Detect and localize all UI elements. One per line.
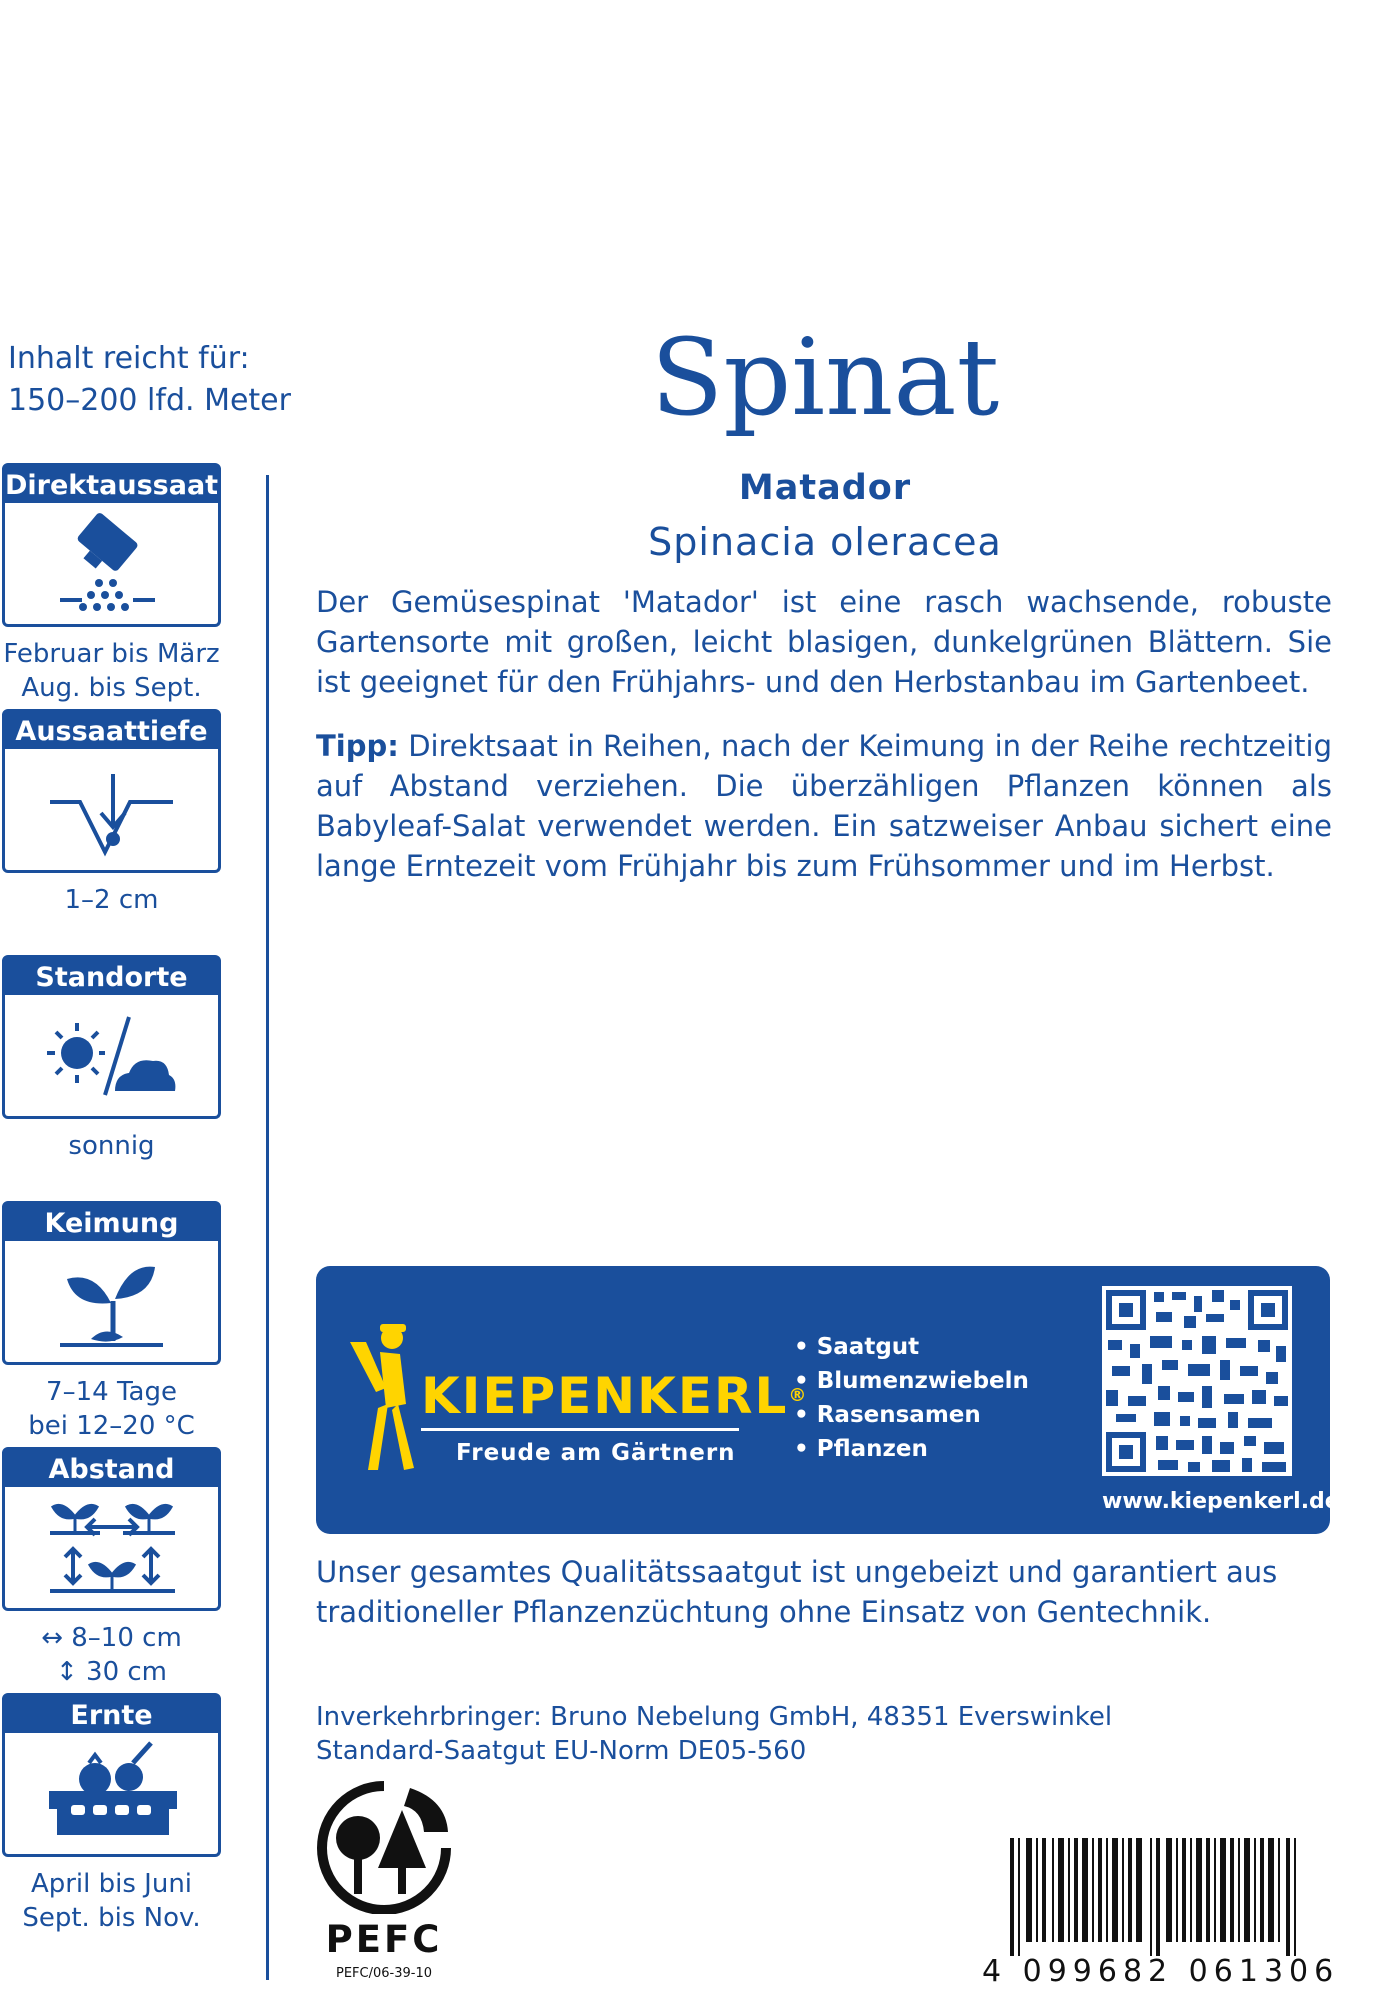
card-title: Direktaussaat <box>2 463 221 503</box>
list-item: • Blumenzwiebeln <box>794 1364 1029 1398</box>
column-divider <box>266 475 269 1980</box>
card-title: Standorte <box>2 955 221 995</box>
brand-banner <box>316 1266 1340 1534</box>
pefc-word: PEFC <box>325 1918 443 1961</box>
barcode-number: 4 099682 061306 <box>982 1954 1340 1989</box>
card-caption: April bis Juni Sept. bis Nov. <box>22 1869 201 1933</box>
pefc-tree-icon <box>314 1780 454 1914</box>
tip-paragraph <box>316 726 1332 886</box>
barcode <box>982 1838 1340 1989</box>
card-abstand <box>2 1447 221 1689</box>
product-description: Der Gemüsespinat 'Matador' ist eine rasch wachsende, robuste Gartensorte mit großen, leicht blasigen, dunkelgrünen Blättern. Sie ist geeignet für den Frühjahrs- und den Herbstanbau im Gartenbeet. <box>316 585 1332 699</box>
card-caption: 1–2 cm <box>64 885 159 915</box>
card-caption: Februar bis März Aug. bis Sept. <box>3 639 220 703</box>
card-direktaussaat <box>2 463 221 705</box>
content-amount-line2: 150–200 lfd. Meter <box>8 383 291 418</box>
card-title: Keimung <box>2 1201 221 1241</box>
sun-cloud-icon <box>2 995 221 1119</box>
card-standorte <box>2 955 221 1163</box>
card-title: Abstand <box>2 1447 221 1487</box>
hiker-logo-icon <box>346 1324 426 1474</box>
qr-code-icon[interactable] <box>1102 1286 1292 1476</box>
seed-sowing-icon <box>2 503 221 627</box>
distributor-line: Inverkehrbringer: Bruno Nebelung GmbH, 48351 Everswinkel <box>316 1702 1113 1732</box>
card-aussaattiefe <box>2 709 221 917</box>
product-title: Spinat <box>650 316 1000 439</box>
sowing-depth-icon <box>2 749 221 873</box>
card-caption: 7–14 Tage bei 12–20 °C <box>28 1377 195 1441</box>
brand-slogan: Freude am Gärtnern <box>456 1440 736 1466</box>
legal-info <box>316 1700 1112 1768</box>
seedling-icon <box>2 1241 221 1365</box>
tip-label: Tipp: <box>316 729 399 763</box>
brand-underline <box>421 1428 739 1431</box>
card-caption: ↔ 8–10 cm ↕ 30 cm <box>41 1623 182 1687</box>
content-amount <box>8 338 291 422</box>
list-item: • Pflanzen <box>794 1432 1029 1466</box>
website-link[interactable]: www.kiepenkerl.de <box>1102 1489 1340 1514</box>
card-title: Ernte <box>2 1693 221 1733</box>
product-categories <box>794 1330 1029 1466</box>
spacing-icon <box>2 1487 221 1611</box>
list-item: • Saatgut <box>794 1330 1029 1364</box>
latin-name: Spinacia oleracea <box>648 520 1002 564</box>
quality-statement: Unser gesamtes Qualitätssaatgut ist ungebeizt und garantiert aus traditioneller Pflanzenzüchtung ohne Einsatz von Gentechnik. <box>316 1555 1278 1629</box>
harvest-crate-icon <box>2 1733 221 1857</box>
barcode-icon <box>990 1838 1330 1956</box>
variety-name: Matador <box>738 468 912 508</box>
brand-name: KIEPENKERL® <box>421 1367 809 1425</box>
seed-standard-line: Standard-Saatgut EU-Norm DE05-560 <box>316 1736 807 1766</box>
card-keimung <box>2 1201 221 1443</box>
pefc-logo <box>314 1780 454 1981</box>
content-amount-line1: Inhalt reicht für: <box>8 341 250 376</box>
pefc-code: PEFC/06-39-10 <box>336 1966 432 1981</box>
card-caption: sonnig <box>68 1131 155 1161</box>
tip-text: Direktsaat in Reihen, nach der Keimung in der Reihe rechtzeitig auf Abstand verziehen. Die überzähligen Pflanzen können als Babyleaf-Salat verwendet werden. Ein satzweiser Anbau sichert eine lange Erntezeit vom Frühjahr bis zum Frühsommer und im Herbst. <box>316 729 1332 883</box>
list-item: • Rasensamen <box>794 1398 1029 1432</box>
card-ernte <box>2 1693 221 1935</box>
card-title: Aussaattiefe <box>2 709 221 749</box>
